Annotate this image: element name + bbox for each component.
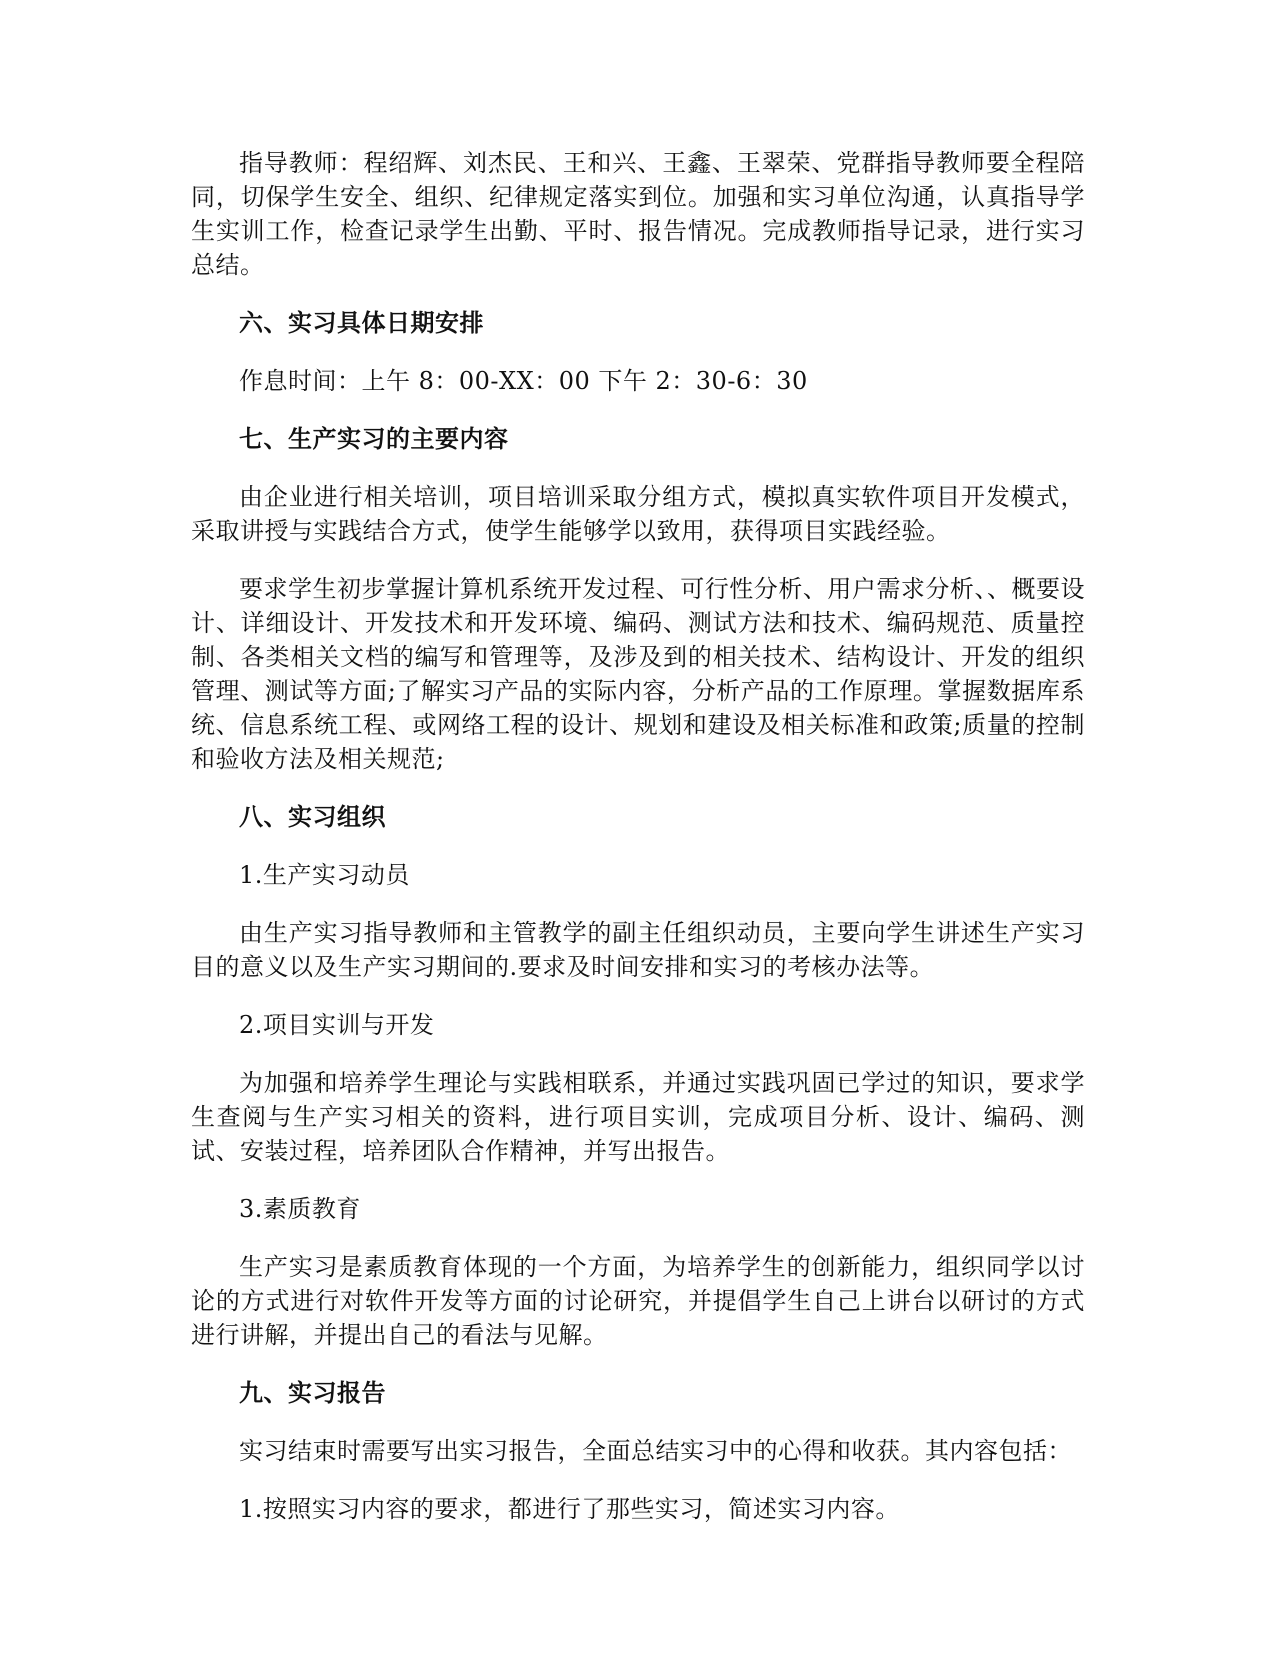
list-item-quality-education: 3.素质教育: [239, 1195, 361, 1223]
paragraph-teachers: 指导教师：程绍辉、刘杰民、王和兴、王鑫、王翠荣、党群指导教师要全程陪同，切保学生安全、组织、纪律规定落实到位。加强和实习单位沟通，认真指导学生实训工作，检查记录学生出勤、平时、报告情况。完成教师指导记录，进行实习总结。: [191, 149, 1085, 279]
heading-content: 七、生产实习的主要内容: [239, 424, 509, 453]
paragraph-mobilization: 由生产实习指导教师和主管教学的副主任组织动员，主要向学生讲述生产实习目的意义以及生产实习期间的.要求及时间安排和实习的考核办法等。: [191, 919, 1085, 981]
list-item-mobilization: 1.生产实习动员: [239, 861, 410, 889]
paragraph-report: 实习结束时需要写出实习报告，全面总结实习中的心得和收获。其内容包括：: [239, 1437, 1072, 1465]
paragraph-schedule: 作息时间：上午 8：00-XX：00 下午 2：30-6：30: [239, 367, 808, 395]
paragraph-quality-education: 生产实习是素质教育体现的一个方面，为培养学生的创新能力，组织同学以讨论的方式进行对软件开发等方面的讨论研究，并提倡学生自己上讲台以研讨的方式进行讲解，并提出自己的看法与见解。: [191, 1253, 1085, 1349]
list-item-report-1: 1.按照实习内容的要求，都进行了那些实习，简述实习内容。: [239, 1495, 900, 1523]
paragraph-project-training: 为加强和培养学生理论与实践相联系，并通过实践巩固已学过的知识，要求学生查阅与生产实习相关的资料，进行项目实训，完成项目分析、设计、编码、测试、安装过程，培养团队合作精神，并写出报告。: [191, 1069, 1085, 1165]
heading-report: 九、实习报告: [239, 1378, 386, 1407]
paragraph-content-2: 要求学生初步掌握计算机系统开发过程、可行性分析、用户需求分析、、概要设计、详细设计、开发技术和开发环境、编码、测试方法和技术、编码规范、质量控制、各类相关文档的编写和管理等，及涉及到的相关技术、结构设计、开发的组织管理、测试等方面;了解实习产品的实际内容，分析产品的工作原理。掌握数据库系统、信息系统工程、或网络工程的设计、规划和建设及相关标准和政策;质量的控制和验收方法及相关规范;: [191, 575, 1085, 773]
heading-schedule: 六、实习具体日期安排: [239, 308, 484, 337]
heading-organization: 八、实习组织: [239, 802, 386, 831]
paragraph-content-1: 由企业进行相关培训，项目培训采取分组方式，模拟真实软件项目开发模式，采取讲授与实践结合方式，使学生能够学以致用，获得项目实践经验。: [191, 483, 1085, 545]
list-item-project-training: 2.项目实训与开发: [239, 1011, 435, 1039]
